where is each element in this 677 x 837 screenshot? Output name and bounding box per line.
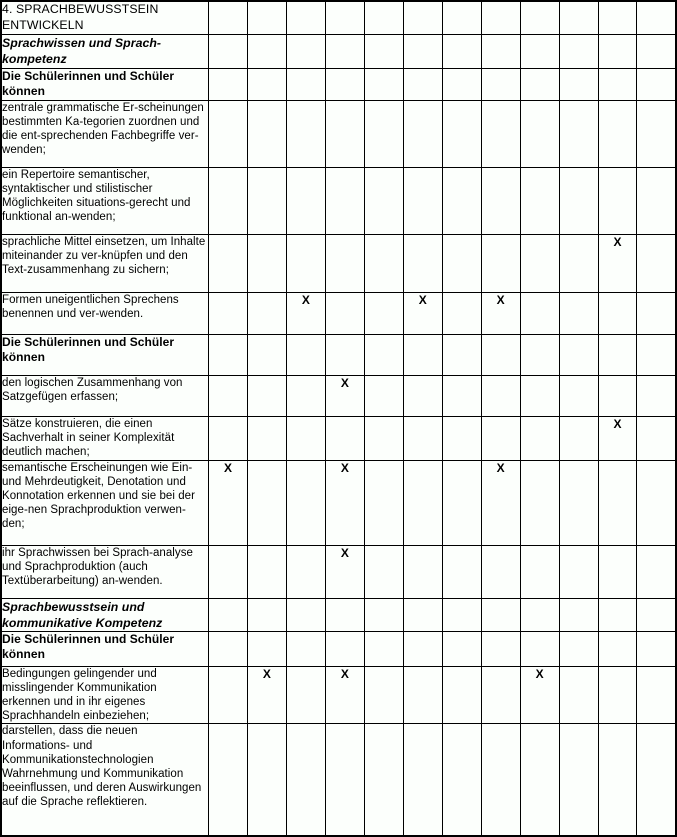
grid-cell-r1-c7[interactable] (442, 1, 481, 34)
grid-cell-r15-c8[interactable] (481, 666, 520, 724)
grid-cell-r7-c11[interactable] (598, 292, 637, 334)
grid-cell-r9-c4[interactable] (325, 375, 364, 416)
grid-cell-r1-c10[interactable] (559, 1, 598, 34)
grid-cell-r16-c10[interactable] (559, 724, 598, 836)
grid-cell-r1-c4[interactable] (325, 1, 364, 34)
competency-item: Sätze konstruieren, die einen Sachverhalt in seiner Komplexität deutlich machen; (1, 416, 209, 460)
grid-cell-r5-c10[interactable] (559, 167, 598, 234)
table-row (1, 1, 676, 34)
grid-cell-r8-c6[interactable] (403, 334, 442, 375)
grid-cell-r12-c7[interactable] (442, 545, 481, 598)
grid-cell-r4-c10[interactable] (559, 100, 598, 167)
grid-cell-r7-c3[interactable] (286, 292, 325, 334)
table-row (1, 167, 676, 234)
grid-cell-r12-c10[interactable] (559, 545, 598, 598)
grid-cell-r15-c7[interactable] (442, 666, 481, 724)
check-mark: X (535, 666, 544, 681)
grid-cell-r4-c6[interactable] (403, 100, 442, 167)
check-mark: X (418, 292, 427, 307)
grid-cell-r3-c7[interactable] (442, 68, 481, 100)
grid-cell-r7-c8[interactable] (481, 292, 520, 334)
grid-cell-r5-c4[interactable] (325, 167, 364, 234)
grid-cell-r2-c12[interactable] (637, 34, 676, 68)
grid-cell-r10-c3[interactable] (286, 416, 325, 460)
grid-cell-r10-c5[interactable] (364, 416, 403, 460)
table-row (1, 334, 676, 375)
grid-cell-r4-c5[interactable] (364, 100, 403, 167)
grid-cell-r3-c1[interactable] (209, 68, 248, 100)
grid-cell-r2-c7[interactable] (442, 34, 481, 68)
grid-cell-r5-c12[interactable] (637, 167, 676, 234)
grid-cell-r10-c11[interactable] (598, 416, 637, 460)
competency-intro: Die Schülerinnen und Schüler können (1, 631, 209, 666)
competency-item: den logischen Zusammenhang von Satzgefügen erfassen; (1, 375, 209, 416)
grid-cell-r1-c3[interactable] (286, 1, 325, 34)
grid-cell-r4-c7[interactable] (442, 100, 481, 167)
grid-cell-r7-c6[interactable] (403, 292, 442, 334)
grid-cell-r2-c10[interactable] (559, 34, 598, 68)
grid-cell-r3-c4[interactable] (325, 68, 364, 100)
grid-cell-r3-c5[interactable] (364, 68, 403, 100)
grid-cell-r2-c11[interactable] (598, 34, 637, 68)
check-mark: X (262, 666, 271, 681)
grid-cell-r13-c9[interactable] (520, 598, 559, 631)
grid-cell-r9-c9[interactable] (520, 375, 559, 416)
grid-cell-r11-c6[interactable] (403, 460, 442, 545)
grid-cell-r7-c4[interactable] (325, 292, 364, 334)
competency-item: Formen uneigentlichen Sprechens benennen und ver-wenden. (1, 292, 209, 334)
grid-cell-r6-c2[interactable] (247, 234, 286, 292)
table-row (1, 724, 676, 836)
grid-cell-r4-c8[interactable] (481, 100, 520, 167)
grid-cell-r14-c10[interactable] (559, 631, 598, 666)
check-mark: X (496, 460, 505, 475)
grid-cell-r5-c3[interactable] (286, 167, 325, 234)
grid-cell-r1-c12[interactable] (637, 1, 676, 34)
grid-cell-r13-c3[interactable] (286, 598, 325, 631)
grid-cell-r14-c5[interactable] (364, 631, 403, 666)
grid-cell-r8-c5[interactable] (364, 334, 403, 375)
grid-cell-r5-c8[interactable] (481, 167, 520, 234)
grid-cell-r4-c12[interactable] (637, 100, 676, 167)
grid-cell-r11-c8[interactable] (481, 460, 520, 545)
grid-cell-r1-c5[interactable] (364, 1, 403, 34)
table-row (1, 34, 676, 68)
grid-cell-r13-c11[interactable] (598, 598, 637, 631)
grid-cell-r8-c1[interactable] (209, 334, 248, 375)
grid-cell-r6-c3[interactable] (286, 234, 325, 292)
grid-cell-r3-c10[interactable] (559, 68, 598, 100)
grid-cell-r4-c9[interactable] (520, 100, 559, 167)
grid-cell-r11-c2[interactable] (247, 460, 286, 545)
grid-cell-r12-c11[interactable] (598, 545, 637, 598)
grid-cell-r10-c6[interactable] (403, 416, 442, 460)
competency-intro: Die Schülerinnen und Schüler können (1, 334, 209, 375)
grid-cell-r14-c8[interactable] (481, 631, 520, 666)
competency-item: Bedingungen gelingender und misslingender Kommunikation erkennen und in ihr eigenes Sprachhandeln einbeziehen; (1, 666, 209, 724)
grid-cell-r14-c2[interactable] (247, 631, 286, 666)
grid-cell-r6-c1[interactable] (209, 234, 248, 292)
grid-cell-r12-c9[interactable] (520, 545, 559, 598)
grid-cell-r6-c4[interactable] (325, 234, 364, 292)
grid-cell-r14-c12[interactable] (637, 631, 676, 666)
grid-cell-r11-c3[interactable] (286, 460, 325, 545)
grid-cell-r1-c2[interactable] (247, 1, 286, 34)
grid-cell-r12-c4[interactable] (325, 545, 364, 598)
grid-cell-r13-c8[interactable] (481, 598, 520, 631)
grid-cell-r10-c9[interactable] (520, 416, 559, 460)
grid-cell-r16-c2[interactable] (247, 724, 286, 836)
table-row (1, 416, 676, 460)
competency-item: zentrale grammatische Er-scheinungen bestimmten Ka-tegorien zuordnen und die ent-sprechenden Fachbegriffe ver-wenden; (1, 100, 209, 167)
grid-cell-r16-c12[interactable] (637, 724, 676, 836)
grid-cell-r8-c12[interactable] (637, 334, 676, 375)
grid-cell-r5-c7[interactable] (442, 167, 481, 234)
grid-cell-r13-c12[interactable] (637, 598, 676, 631)
grid-cell-r3-c12[interactable] (637, 68, 676, 100)
grid-cell-r7-c12[interactable] (637, 292, 676, 334)
table-row (1, 234, 676, 292)
grid-cell-r5-c5[interactable] (364, 167, 403, 234)
grid-cell-r9-c5[interactable] (364, 375, 403, 416)
grid-cell-r8-c3[interactable] (286, 334, 325, 375)
grid-cell-r4-c3[interactable] (286, 100, 325, 167)
grid-cell-r14-c11[interactable] (598, 631, 637, 666)
grid-cell-r7-c10[interactable] (559, 292, 598, 334)
grid-cell-r9-c2[interactable] (247, 375, 286, 416)
grid-cell-r16-c5[interactable] (364, 724, 403, 836)
grid-cell-r3-c9[interactable] (520, 68, 559, 100)
grid-cell-r5-c11[interactable] (598, 167, 637, 234)
grid-cell-r1-c6[interactable] (403, 1, 442, 34)
grid-cell-r13-c6[interactable] (403, 598, 442, 631)
grid-cell-r6-c12[interactable] (637, 234, 676, 292)
grid-cell-r8-c2[interactable] (247, 334, 286, 375)
grid-cell-r13-c4[interactable] (325, 598, 364, 631)
grid-cell-r7-c2[interactable] (247, 292, 286, 334)
competency-item: darstellen, dass die neuen Informations- und Kommunikationstechnologien Wahrnehmung und Kommunikation beeinflussen, und deren Auswirkungen auf die Sprache reflektieren. (1, 724, 209, 836)
competency-intro: Die Schülerinnen und Schüler können (1, 68, 209, 100)
grid-cell-r14-c4[interactable] (325, 631, 364, 666)
grid-cell-r14-c6[interactable] (403, 631, 442, 666)
grid-cell-r10-c8[interactable] (481, 416, 520, 460)
grid-cell-r6-c6[interactable] (403, 234, 442, 292)
grid-cell-r1-c11[interactable] (598, 1, 637, 34)
grid-cell-r7-c7[interactable] (442, 292, 481, 334)
grid-cell-r15-c6[interactable] (403, 666, 442, 724)
grid-cell-r11-c7[interactable] (442, 460, 481, 545)
section-heading: 4. SPRACHBEWUSSTSEIN ENTWICKELN (1, 1, 209, 34)
grid-cell-r13-c10[interactable] (559, 598, 598, 631)
grid-cell-r3-c6[interactable] (403, 68, 442, 100)
grid-cell-r5-c6[interactable] (403, 167, 442, 234)
grid-cell-r3-c2[interactable] (247, 68, 286, 100)
grid-cell-r8-c10[interactable] (559, 334, 598, 375)
check-mark: X (340, 460, 349, 475)
check-mark: X (301, 292, 310, 307)
grid-cell-r9-c6[interactable] (403, 375, 442, 416)
grid-cell-r4-c4[interactable] (325, 100, 364, 167)
grid-cell-r15-c4[interactable] (325, 666, 364, 724)
grid-cell-r16-c7[interactable] (442, 724, 481, 836)
grid-cell-r16-c11[interactable] (598, 724, 637, 836)
grid-cell-r10-c1[interactable] (209, 416, 248, 460)
grid-cell-r11-c5[interactable] (364, 460, 403, 545)
check-mark: X (613, 416, 622, 431)
check-mark: X (223, 460, 232, 475)
grid-cell-r2-c2[interactable] (247, 34, 286, 68)
theme-heading: Sprachbewusstsein und kommunikative Kompetenz (1, 598, 209, 631)
grid-cell-r4-c2[interactable] (247, 100, 286, 167)
check-mark: X (340, 375, 349, 390)
check-mark: X (340, 666, 349, 681)
grid-cell-r14-c9[interactable] (520, 631, 559, 666)
grid-cell-r11-c4[interactable] (325, 460, 364, 545)
grid-cell-r6-c11[interactable] (598, 234, 637, 292)
grid-cell-r10-c2[interactable] (247, 416, 286, 460)
grid-cell-r11-c1[interactable] (209, 460, 248, 545)
grid-cell-r9-c11[interactable] (598, 375, 637, 416)
table-body (1, 1, 676, 836)
grid-cell-r15-c3[interactable] (286, 666, 325, 724)
grid-cell-r11-c12[interactable] (637, 460, 676, 545)
table-row (1, 598, 676, 631)
grid-cell-r16-c3[interactable] (286, 724, 325, 836)
grid-cell-r14-c3[interactable] (286, 631, 325, 666)
table-row (1, 100, 676, 167)
grid-cell-r7-c5[interactable] (364, 292, 403, 334)
grid-cell-r10-c4[interactable] (325, 416, 364, 460)
table-row (1, 545, 676, 598)
grid-cell-r8-c9[interactable] (520, 334, 559, 375)
grid-cell-r3-c8[interactable] (481, 68, 520, 100)
grid-cell-r11-c10[interactable] (559, 460, 598, 545)
grid-cell-r3-c11[interactable] (598, 68, 637, 100)
grid-cell-r1-c8[interactable] (481, 1, 520, 34)
grid-cell-r16-c4[interactable] (325, 724, 364, 836)
grid-cell-r6-c10[interactable] (559, 234, 598, 292)
grid-cell-r8-c4[interactable] (325, 334, 364, 375)
grid-cell-r12-c6[interactable] (403, 545, 442, 598)
grid-cell-r13-c1[interactable] (209, 598, 248, 631)
grid-cell-r13-c7[interactable] (442, 598, 481, 631)
grid-cell-r1-c9[interactable] (520, 1, 559, 34)
grid-cell-r10-c10[interactable] (559, 416, 598, 460)
grid-cell-r14-c7[interactable] (442, 631, 481, 666)
grid-cell-r7-c9[interactable] (520, 292, 559, 334)
grid-cell-r15-c2[interactable] (247, 666, 286, 724)
grid-cell-r12-c5[interactable] (364, 545, 403, 598)
check-mark: X (340, 545, 349, 560)
grid-cell-r13-c2[interactable] (247, 598, 286, 631)
grid-cell-r2-c3[interactable] (286, 34, 325, 68)
check-mark: X (496, 292, 505, 307)
table-row (1, 68, 676, 100)
grid-cell-r6-c5[interactable] (364, 234, 403, 292)
grid-cell-r8-c11[interactable] (598, 334, 637, 375)
grid-cell-r2-c1[interactable] (209, 34, 248, 68)
grid-cell-r5-c2[interactable] (247, 167, 286, 234)
table-row (1, 666, 676, 724)
grid-cell-r6-c8[interactable] (481, 234, 520, 292)
grid-cell-r15-c9[interactable] (520, 666, 559, 724)
table-row (1, 460, 676, 545)
grid-cell-r2-c5[interactable] (364, 34, 403, 68)
check-mark: X (613, 234, 622, 249)
grid-cell-r6-c7[interactable] (442, 234, 481, 292)
grid-cell-r16-c9[interactable] (520, 724, 559, 836)
grid-cell-r3-c3[interactable] (286, 68, 325, 100)
grid-cell-r9-c3[interactable] (286, 375, 325, 416)
table-row (1, 375, 676, 416)
competency-item: ein Repertoire semantischer, syntaktischer und stilistischer Möglichkeiten situations-gerecht und funktional an-wenden; (1, 167, 209, 234)
competency-item: ihr Sprachwissen bei Sprach-analyse und Sprachproduktion (auch Textüberarbeitung) an-wenden. (1, 545, 209, 598)
grid-cell-r11-c9[interactable] (520, 460, 559, 545)
grid-cell-r12-c8[interactable] (481, 545, 520, 598)
grid-cell-r9-c12[interactable] (637, 375, 676, 416)
competency-item: sprachliche Mittel einsetzen, um Inhalte miteinander zu ver-knüpfen und den Text-zusammenhang zu sichern; (1, 234, 209, 292)
competency-item: semantische Erscheinungen wie Ein- und Mehrdeutigkeit, Denotation und Konnotation erkennen und sie bei der eige-nen Sprachproduktion verwen-den; (1, 460, 209, 545)
grid-cell-r6-c9[interactable] (520, 234, 559, 292)
grid-cell-r16-c6[interactable] (403, 724, 442, 836)
grid-cell-r12-c2[interactable] (247, 545, 286, 598)
theme-heading: Sprachwissen und Sprach-kompetenz (1, 34, 209, 68)
grid-cell-r8-c8[interactable] (481, 334, 520, 375)
grid-cell-r15-c12[interactable] (637, 666, 676, 724)
grid-cell-r2-c6[interactable] (403, 34, 442, 68)
grid-cell-r9-c10[interactable] (559, 375, 598, 416)
grid-cell-r11-c11[interactable] (598, 460, 637, 545)
grid-cell-r2-c9[interactable] (520, 34, 559, 68)
grid-cell-r12-c3[interactable] (286, 545, 325, 598)
grid-cell-r15-c11[interactable] (598, 666, 637, 724)
grid-cell-r15-c10[interactable] (559, 666, 598, 724)
grid-cell-r12-c1[interactable] (209, 545, 248, 598)
grid-cell-r15-c5[interactable] (364, 666, 403, 724)
grid-cell-r10-c12[interactable] (637, 416, 676, 460)
grid-cell-r8-c7[interactable] (442, 334, 481, 375)
grid-cell-r14-c1[interactable] (209, 631, 248, 666)
grid-cell-r1-c1[interactable] (209, 1, 248, 34)
grid-cell-r4-c1[interactable] (209, 100, 248, 167)
grid-cell-r12-c12[interactable] (637, 545, 676, 598)
grid-cell-r13-c5[interactable] (364, 598, 403, 631)
grid-cell-r4-c11[interactable] (598, 100, 637, 167)
grid-cell-r5-c1[interactable] (209, 167, 248, 234)
grid-cell-r15-c1[interactable] (209, 666, 248, 724)
grid-cell-r16-c1[interactable] (209, 724, 248, 836)
table-row (1, 631, 676, 666)
grid-cell-r7-c1[interactable] (209, 292, 248, 334)
grid-cell-r9-c7[interactable] (442, 375, 481, 416)
grid-cell-r16-c8[interactable] (481, 724, 520, 836)
grid-cell-r9-c8[interactable] (481, 375, 520, 416)
grid-cell-r9-c1[interactable] (209, 375, 248, 416)
grid-cell-r2-c8[interactable] (481, 34, 520, 68)
table-row (1, 292, 676, 334)
grid-cell-r2-c4[interactable] (325, 34, 364, 68)
grid-cell-r10-c7[interactable] (442, 416, 481, 460)
grid-cell-r5-c9[interactable] (520, 167, 559, 234)
